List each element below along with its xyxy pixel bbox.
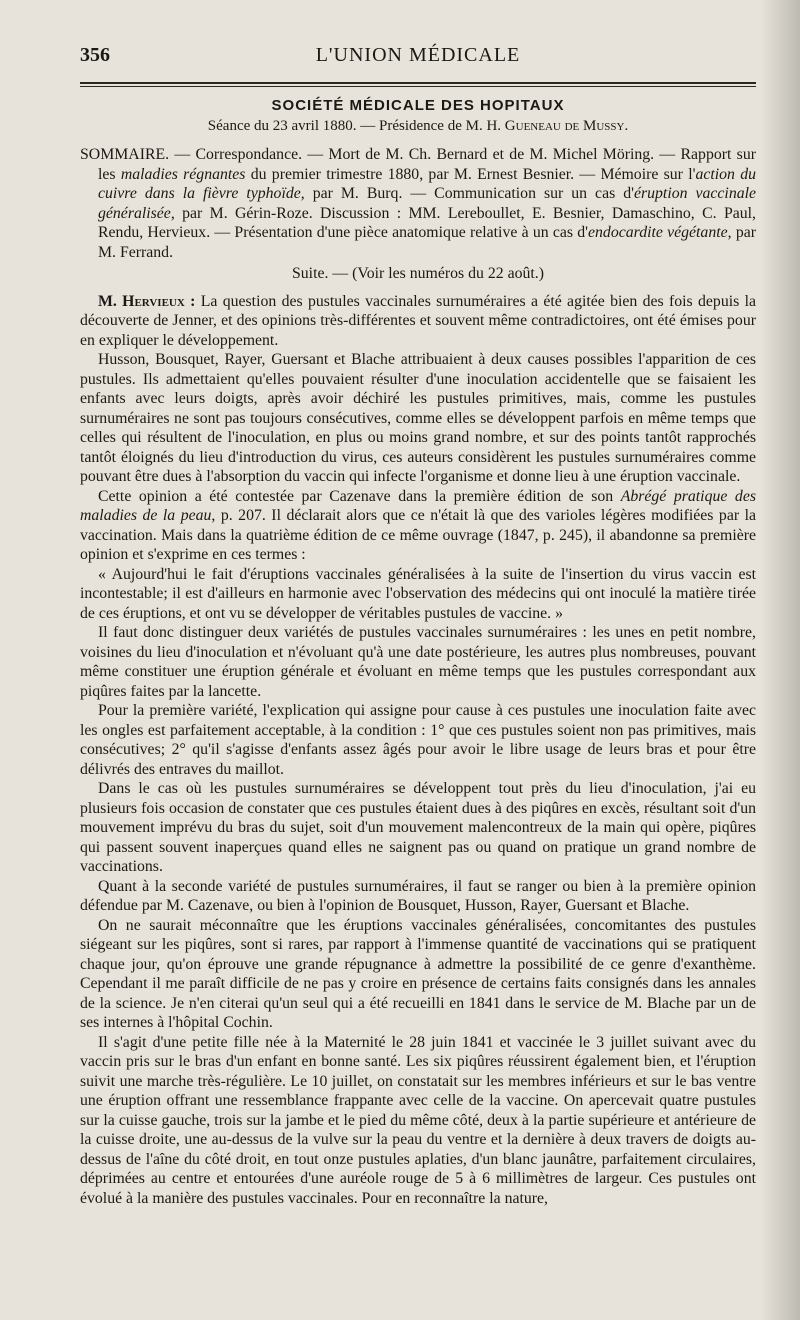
summary-paragraph xyxy=(80,145,756,262)
paragraph: Pour la première variété, l'explication qui assigne pour cause à ces pustules une inoculation faite avec les ongles est parfaitement acceptable, à la condition : 1° que ces pustules soient non pas primitives, mais consécutives; 2° qu'il s'agisse d'enfants assez âgés pour avoir le libre usage de leurs bras et pour être délivrés des entraves du maillot. xyxy=(80,702,756,778)
session-president: Gueneau de Mussy xyxy=(504,118,625,134)
summary-text: , par M. Ferrand. xyxy=(98,224,756,261)
summary-text: du premier trimestre 1880, par M. Ernest Besnier. — Mémoire sur l' xyxy=(245,165,696,183)
spacer xyxy=(80,284,756,292)
summary-italic: éruption vaccinale généralisée xyxy=(98,185,757,222)
summary-text: — Correspondance. — Mort de M. Ch. Bernard et de M. Michel Möring. — Rapport sur les xyxy=(98,146,756,183)
session-line xyxy=(80,118,756,135)
paragraph xyxy=(80,487,756,565)
page-number: 356 xyxy=(80,44,110,66)
session-end: . xyxy=(624,118,629,134)
summary-italic: maladies régnantes xyxy=(120,165,246,183)
quotation: « Aujourd'hui le fait d'éruptions vaccinales généralisées à la suite de l'insertion du virus vaccin est incontestable; il est d'ailleurs en harmonie avec l'observation des médecins qui ont inoculé la matière tirée de ces éruptions, et ont vu se développer de véritables pustules de vaccine. » xyxy=(80,565,756,622)
book-title: Abrégé pratique des maladies de la peau xyxy=(80,487,756,524)
speaker-name: M. Hervieux : xyxy=(98,292,196,310)
paragraph: On ne saurait méconnaître que les éruptions vaccinales généralisées, concomitantes des pustules siégeant sur les piqûres, sont si rares, par rapport à l'immense quantité de vaccinations qui se pratiquent chaque jour, qu'on éprouve une grande répugnance à admettre la possibilité de ce genre d'exanthème. Cependant il me paraît difficile de ne pas y croire en présence de certains faits consignés dans les annales de la science. Je n'en citerai qu'un seul qui a été recueilli en 1841 dans le service de M. Blache par un de ses internes à l'hôpital Cochin. xyxy=(80,916,756,1031)
paragraph: Il s'agit d'une petite fille née à la Maternité le 28 juin 1841 et vaccinée le 3 juillet suivant avec du vaccin pris sur le bras d'un enfant en bonne santé. Les six piqûres réussirent également bien, et l'éruption suivit une marche très-régulière. Le 10 juillet, on constatait sur les membres inférieurs et sur le bas ventre une éruption offrant une ressemblance frappante avec celle de la vaccine. On apercevait quatre pustules sur la cuisse gauche, trois sur la jambe et le pied du même côté, deux à la partie supérieure et antérieure de la cuisse droite, une au-dessus de la vulve sur la peau du ventre et la dernière à deux travers de doigts au-dessus de l'aîne du côté droit, en tout onze pustules aplaties, d'un blanc jaunâtre, parfaitement circulaires, déprimées au centre et entourées d'une auréole rouge de 5 à 6 millimètres de largeur. Ces pustules ont évolué à la manière des pustules vaccinales. Pour en reconnaître la nature, xyxy=(80,1033,756,1207)
paragraph: Husson, Bousquet, Rayer, Guersant et Blache attribuaient à deux causes possibles l'apparition de ces pustules. Ils admettaient qu'elles pouvaient résulter d'une inoculation accidentelle que se faisaient les enfants avec leurs doigts, après avoir déchiré les pustules primitives, mais, comme les pustules surnuméraires ne sont pas toujours consécutives, comme elles se développent parfois en même temps que celles qui résultent de l'inoculation, en plus ou moins grand nombre, et sur des points tantôt rapprochés tantôt éloignés du lieu d'introduction du virus, ces auteurs considèrent les pustules surnuméraires comme pouvant être dues à l'absorption du vaccin qui infecte l'organisme et donne lieu à une éruption vaccinale. xyxy=(80,351,756,485)
suite-note: Suite. — (Voir les numéros du 22 août.) xyxy=(292,265,544,282)
session-text: Séance du 23 avril 1880. — Présidence de M. H. xyxy=(207,118,505,134)
summary-text: , par M. Gérin-Roze. Discussion : MM. Lereboullet, E. Besnier, Damaschino, C. Paul, Rendu, Hervieux. — Présentation d'une pièce anatomique relative à un cas d' xyxy=(98,204,756,241)
paragraph-text: Cette opinion a été contestée par Cazenave dans la première édition de son xyxy=(98,487,621,505)
paragraph: Il faut donc distinguer deux variétés de pustules vaccinales surnuméraires : les unes en petit nombre, voisines du lieu d'inoculation et n'évoluant qu'à une date postérieure, les autres plus nombreuses, pouvant même constituer une éruption générale et évoluant en même temps que les pustules correspondant aux piqûres faites par la lancette. xyxy=(80,624,756,700)
paragraph: Dans le cas où les pustules surnuméraires se développent tout près du lieu d'inoculation, j'ai eu plusieurs fois occasion de constater que ces pustules étaient dues à des piqûres en excès, résultant soit d'un mouvement imprévu du bras du sujet, soit d'un mouvement malencontreux de la main qui opère, piqûres qui passent souvent inaperçues quand elles ne saignent pas ou quand on pratique un grand nombre de vaccinations. xyxy=(80,780,756,875)
summary-italic: endocardite végétante xyxy=(588,224,728,241)
running-head xyxy=(80,40,756,74)
paragraph-text: , p. 207. Il déclarait alors que ce n'était là que des varioles légères modifiées par la vaccination. Mais dans la quatrième édition de ce même ouvrage (1847, p. 245), il abandonne sa première opinion et s'exprime en ces termes : xyxy=(80,507,756,563)
paragraph: Quant à la seconde variété de pustules surnuméraires, il faut se ranger ou bien à la première opinion défendue par M. Cazenave, ou bien à l'opinion de Bousquet, Husson, Rayer, Guersant et Blache. xyxy=(80,877,756,914)
paragraph xyxy=(80,292,756,351)
summary-italic: action du cuivre dans la fièvre typhoïde xyxy=(98,165,757,202)
page-content xyxy=(80,40,756,1208)
header-rule-thin xyxy=(80,86,756,87)
paragraph-text: La question des pustules vaccinales surnuméraires a été agitée bien des fois depuis la découverte de Jenner, et des opinions très-différentes et souvent même contradictoires, ont été émises pour en expliquer le développement. xyxy=(80,292,756,349)
society-heading: SOCIÉTÉ MÉDICALE DES HOPITAUX xyxy=(271,97,565,114)
journal-title: L'UNION MÉDICALE xyxy=(315,44,521,66)
summary-label: SOMMAIRE. xyxy=(80,146,170,163)
page-edge-shadow xyxy=(760,0,800,1320)
header-rule xyxy=(80,82,756,84)
summary-text: , par M. Burq. — Communication sur un cas d' xyxy=(300,185,634,202)
